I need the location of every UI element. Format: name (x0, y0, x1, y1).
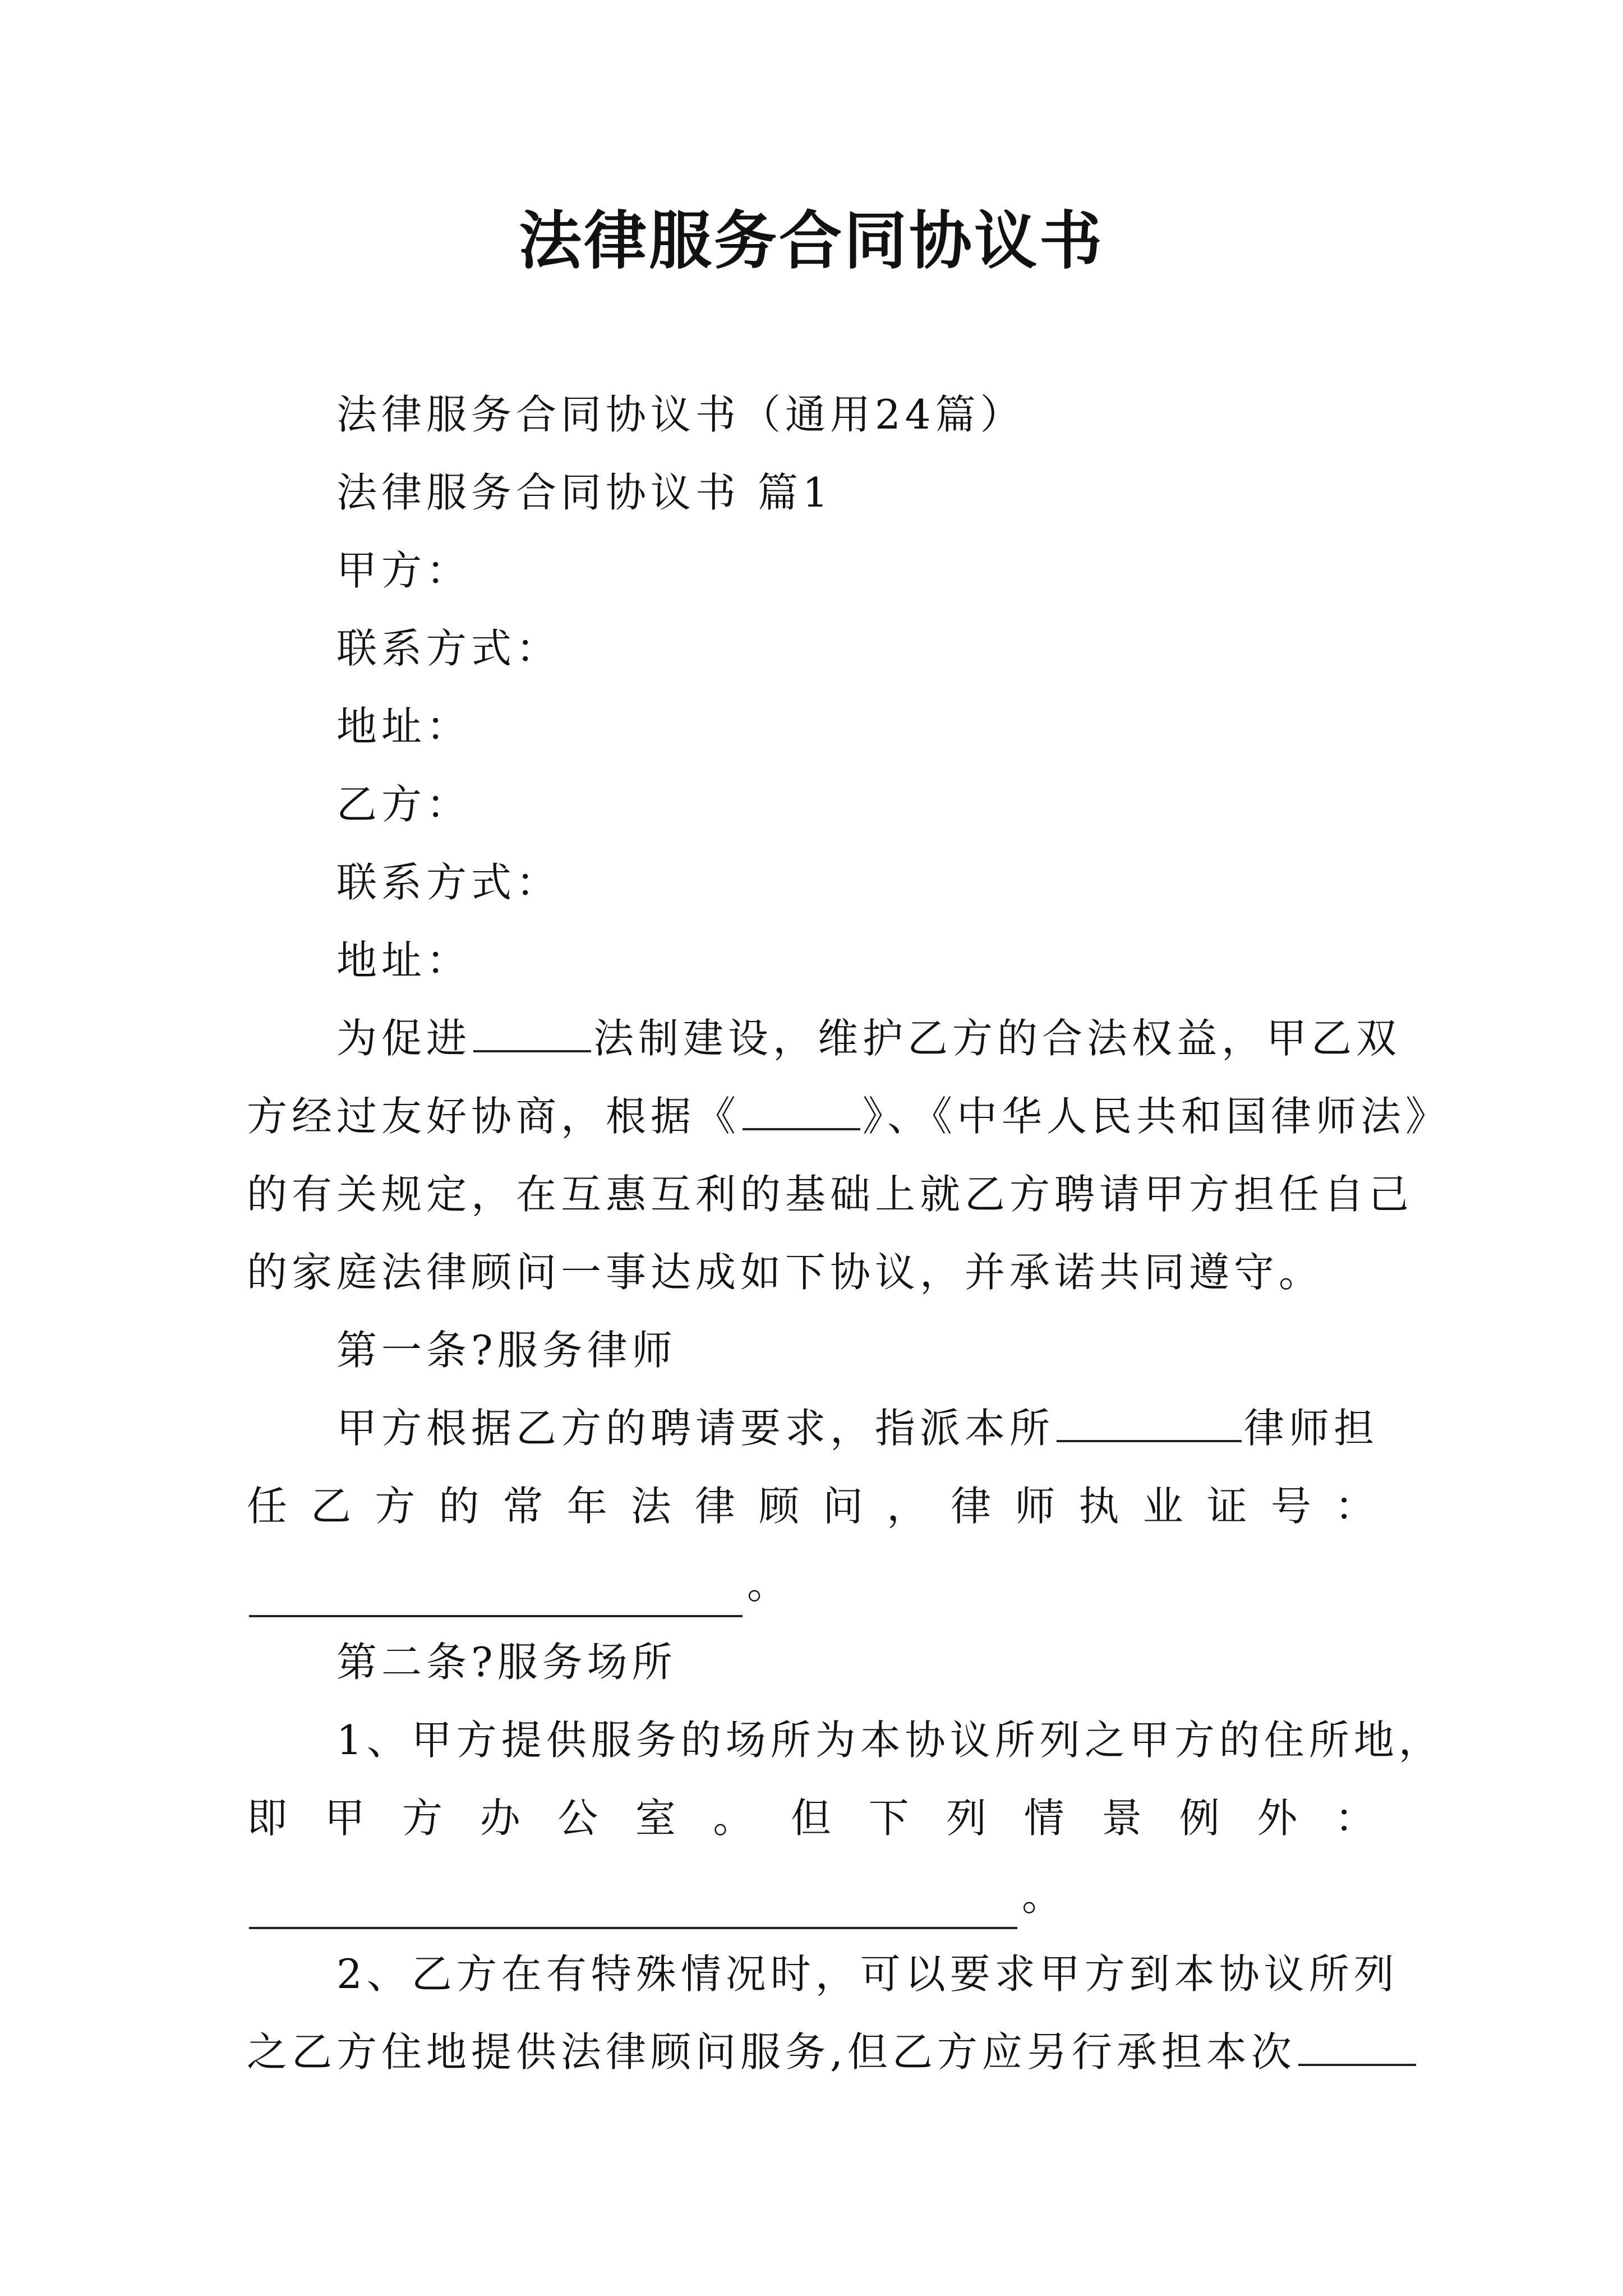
blank-field (249, 1581, 743, 1617)
article2-item1-line-1: 1、甲方提供服务的场所为本协议所列之甲方的住所地， (336, 1717, 1444, 1764)
party-a-address: 地址： (336, 703, 472, 750)
article2-item2-line2-text: 之乙方住地提供法律顾问服务,但乙方应另行承担本次 (247, 2028, 1296, 2076)
preamble-line-3: 的有关规定，在互惠互利的基础上就乙方聘请甲方担任自己 (247, 1171, 1414, 1218)
article2-item2-line-2 (247, 2013, 1380, 2091)
subtitle: 法律服务合同协议书（通用24篇） (336, 391, 1025, 438)
article1-line-1 (247, 1389, 1380, 1467)
document-title: 法律服务合同协议书 (519, 204, 1104, 278)
party-b-address: 地址： (336, 937, 472, 984)
party-a-label: 甲方： (336, 547, 472, 594)
article1-line-2: 任乙方的常年法律顾问，律师执业证号： (247, 1483, 1380, 1530)
blank-field (473, 1016, 591, 1052)
blank-field (249, 1893, 1017, 1929)
preamble-line-2 (247, 1078, 1451, 1156)
blank-field (1057, 1406, 1242, 1442)
preamble-seg1: 为促进 (336, 1015, 472, 1062)
blank-field (1298, 2030, 1416, 2066)
preamble-line2-b: 》、《中华人民共和国律师法》 (863, 1093, 1451, 1140)
article1-line3-tail: 。 (747, 1561, 788, 1608)
article1-line1-b: 律师担 (1244, 1405, 1379, 1452)
preamble-line-1 (247, 1000, 1401, 1078)
article2-item1-line-3 (247, 1857, 1380, 1935)
article1-heading: 第一条?服务律师 (336, 1327, 677, 1374)
article1-line-3 (247, 1545, 1380, 1623)
party-b-label: 乙方： (336, 781, 472, 828)
party-b-contact: 联系方式： (336, 859, 561, 906)
blank-field (743, 1094, 860, 1130)
party-a-contact: 联系方式： (336, 625, 561, 672)
article2-item1-line3-tail: 。 (1022, 1872, 1063, 1920)
article1-line1-a: 甲方根据乙方的聘请要求，指派本所 (336, 1405, 1055, 1452)
preamble-seg2: 法制建设，维护乙方的合法权益，甲乙双 (593, 1015, 1401, 1062)
preamble-line2-a: 方经过友好协商，根据《 (247, 1093, 741, 1140)
article2-item2-line-1: 2、乙方在有特殊情况时，可以要求甲方到本协议所列 (336, 1950, 1399, 1998)
document-body (247, 376, 1451, 2091)
article2-item1-line-2: 即甲方办公室。但下列情景例外： (247, 1795, 1380, 1842)
part-heading: 法律服务合同协议书 篇1 (336, 469, 833, 516)
preamble-line-4: 的家庭法律顾问一事达成如下协议，并承诺共同遵守。 (247, 1249, 1324, 1296)
article2-heading: 第二条?服务场所 (336, 1639, 677, 1686)
